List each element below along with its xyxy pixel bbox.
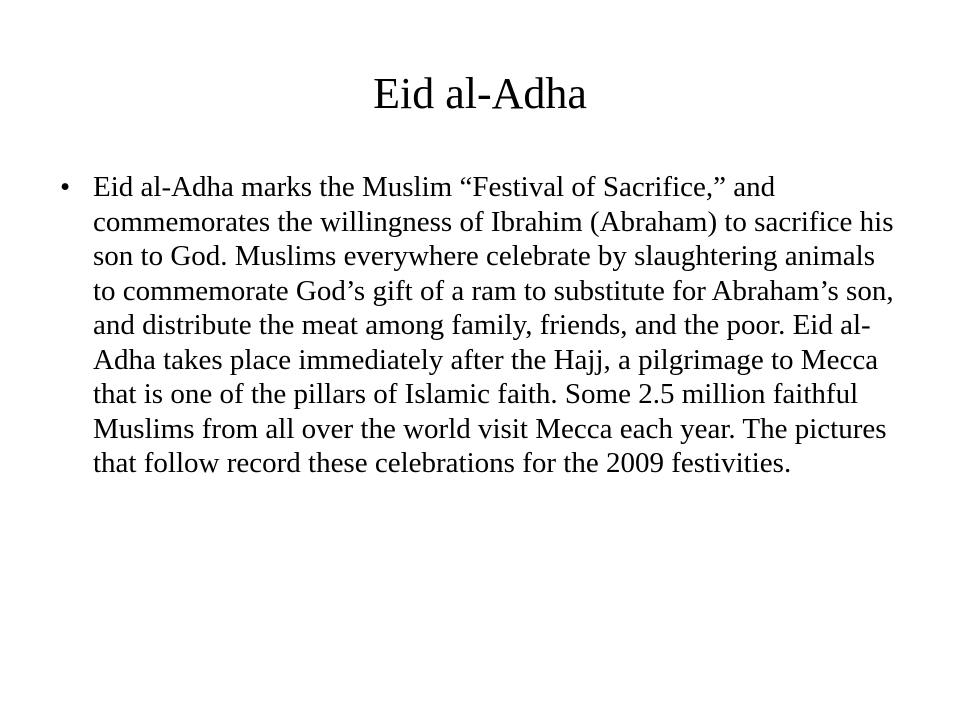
bullet-list — [60, 170, 900, 481]
bullet-item — [60, 170, 900, 481]
bullet-text: Eid al-Adha marks the Muslim “Festival of Sacrifice,” and commemorates the willingness of Ibrahim (Abraham) to sacrifice his son to God. Muslims everywhere celebrate by slaughtering animals to commemorate God’s gift of a ram to substitute for Abraham’s son, and distribute the meat among family, friends, and the poor. Eid al-Adha takes place immediately after the Hajj, a pilgrimage to Mecca that is one of the pillars of Islamic faith. Some 2.5 million faithful Muslims from all over the world visit Mecca each year. The pictures that follow record these celebrations for the 2009 festivities. — [93, 171, 894, 479]
bullet-marker: • — [60, 171, 71, 203]
slide-title: Eid al-Adha — [373, 69, 587, 118]
